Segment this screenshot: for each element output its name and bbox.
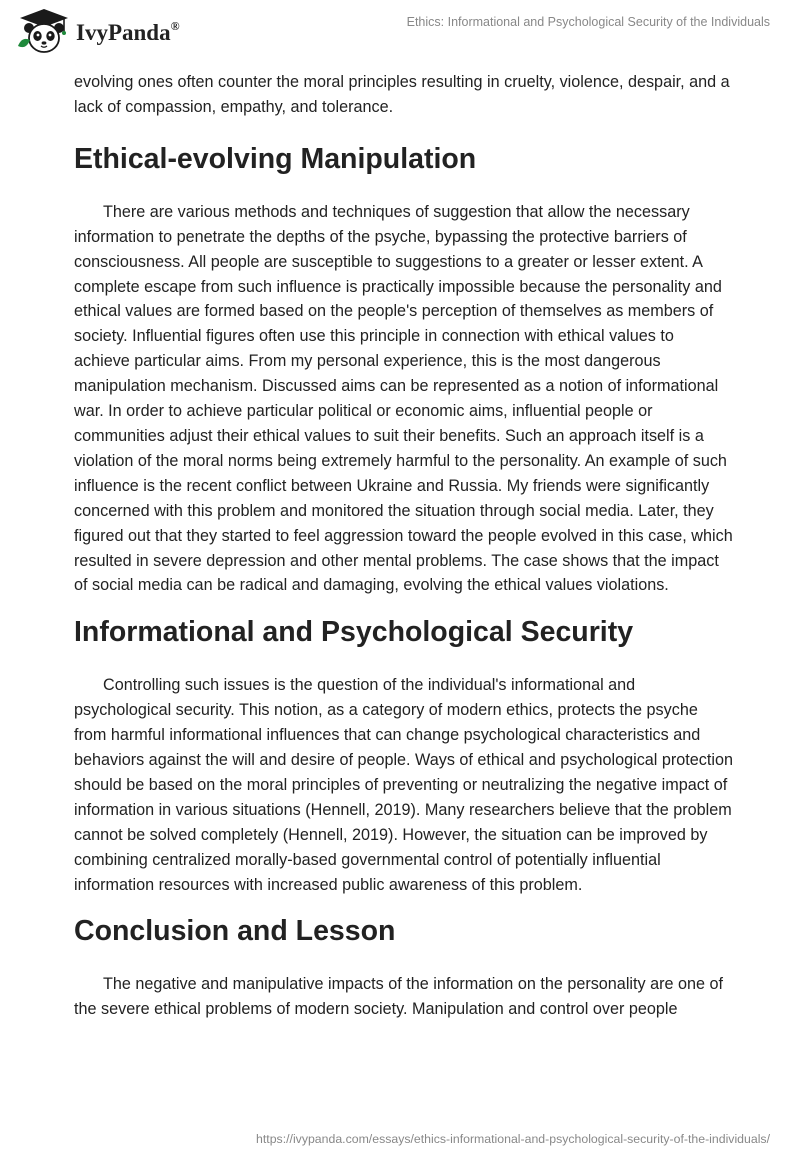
page-header xyxy=(0,0,800,70)
section-heading-ethical-manipulation: Ethical-evolving Manipulation xyxy=(74,142,477,175)
section-heading-conclusion: Conclusion and Lesson xyxy=(74,915,396,948)
section-heading-informational-security: Informational and Psychological Security xyxy=(74,616,634,649)
intro-paragraph: evolving ones often counter the moral principles resulting in cruelty, violence, despair, and a lack of compassion, empathy, and tolerance. xyxy=(74,73,730,116)
document-title: Ethics: Informational and Psychological Security of the Individuals xyxy=(406,15,770,29)
source-url[interactable]: https://ivypanda.com/essays/ethics-informational-and-psychological-security-of-the-individuals/ xyxy=(256,1132,770,1146)
section-body-conclusion: The negative and manipulative impacts of the information on the personality are one of the severe ethical problems of modern society. Manipulation and control over people xyxy=(74,975,723,1019)
brand-logo[interactable] xyxy=(14,6,180,56)
section-body-informational-security: Controlling such issues is the question of the individual's informational and psychological security. This notion, as a category of modern ethics, protects the psyche from harmful informational influences that can change psychological characteristics and behaviors against the will and desire of people. Ways of ethical and psychological protection should be based on the moral principles of preventing or neutralizing the negative impact of information in various situations (Hennell, 2019). Many researchers believe that the problem cannot be solved completely (Hennell, 2019). However, the situation can be improved by combining centralized morally-based governmental control of potentially influential information resources with increased public awareness of this problem. xyxy=(74,676,733,894)
panda-graduate-icon xyxy=(14,6,70,56)
section-body-ethical-manipulation: There are various methods and techniques of suggestion that allow the necessary information to penetrate the depths of the psyche, bypassing the protective barriers of consciousness. All people are susceptible to suggestions to a greater or lesser extent. A complete escape from such influence is practically impossible because the personality and ethical values are formed based on the people's perception of themselves as members of society. Influential figures often use this principle in connection with ethical values to achieve particular aims. From my personal experience, this is the most dangerous manipulation mechanism. Discussed aims can be represented as a notion of informational war. In order to achieve particular political or economic aims, influential people or communities adjust their ethical values to suit their benefits. Such an approach itself is a violation of the moral norms being extremely harmful to the personality. An example of such influence is the recent conflict between Ukraine and Russia. My friends were significantly concerned with this problem and monitored the situation through social media. Later, they figured out that they started to feel aggression toward the people evolved in this case, which resulted in severe depression and other mental problems. The case shows that the impact of social media can be radical and damaging, evolving the ethical values violations. xyxy=(74,202,733,595)
essay-content xyxy=(74,70,734,1022)
brand-name: IvyPanda® xyxy=(76,18,180,45)
